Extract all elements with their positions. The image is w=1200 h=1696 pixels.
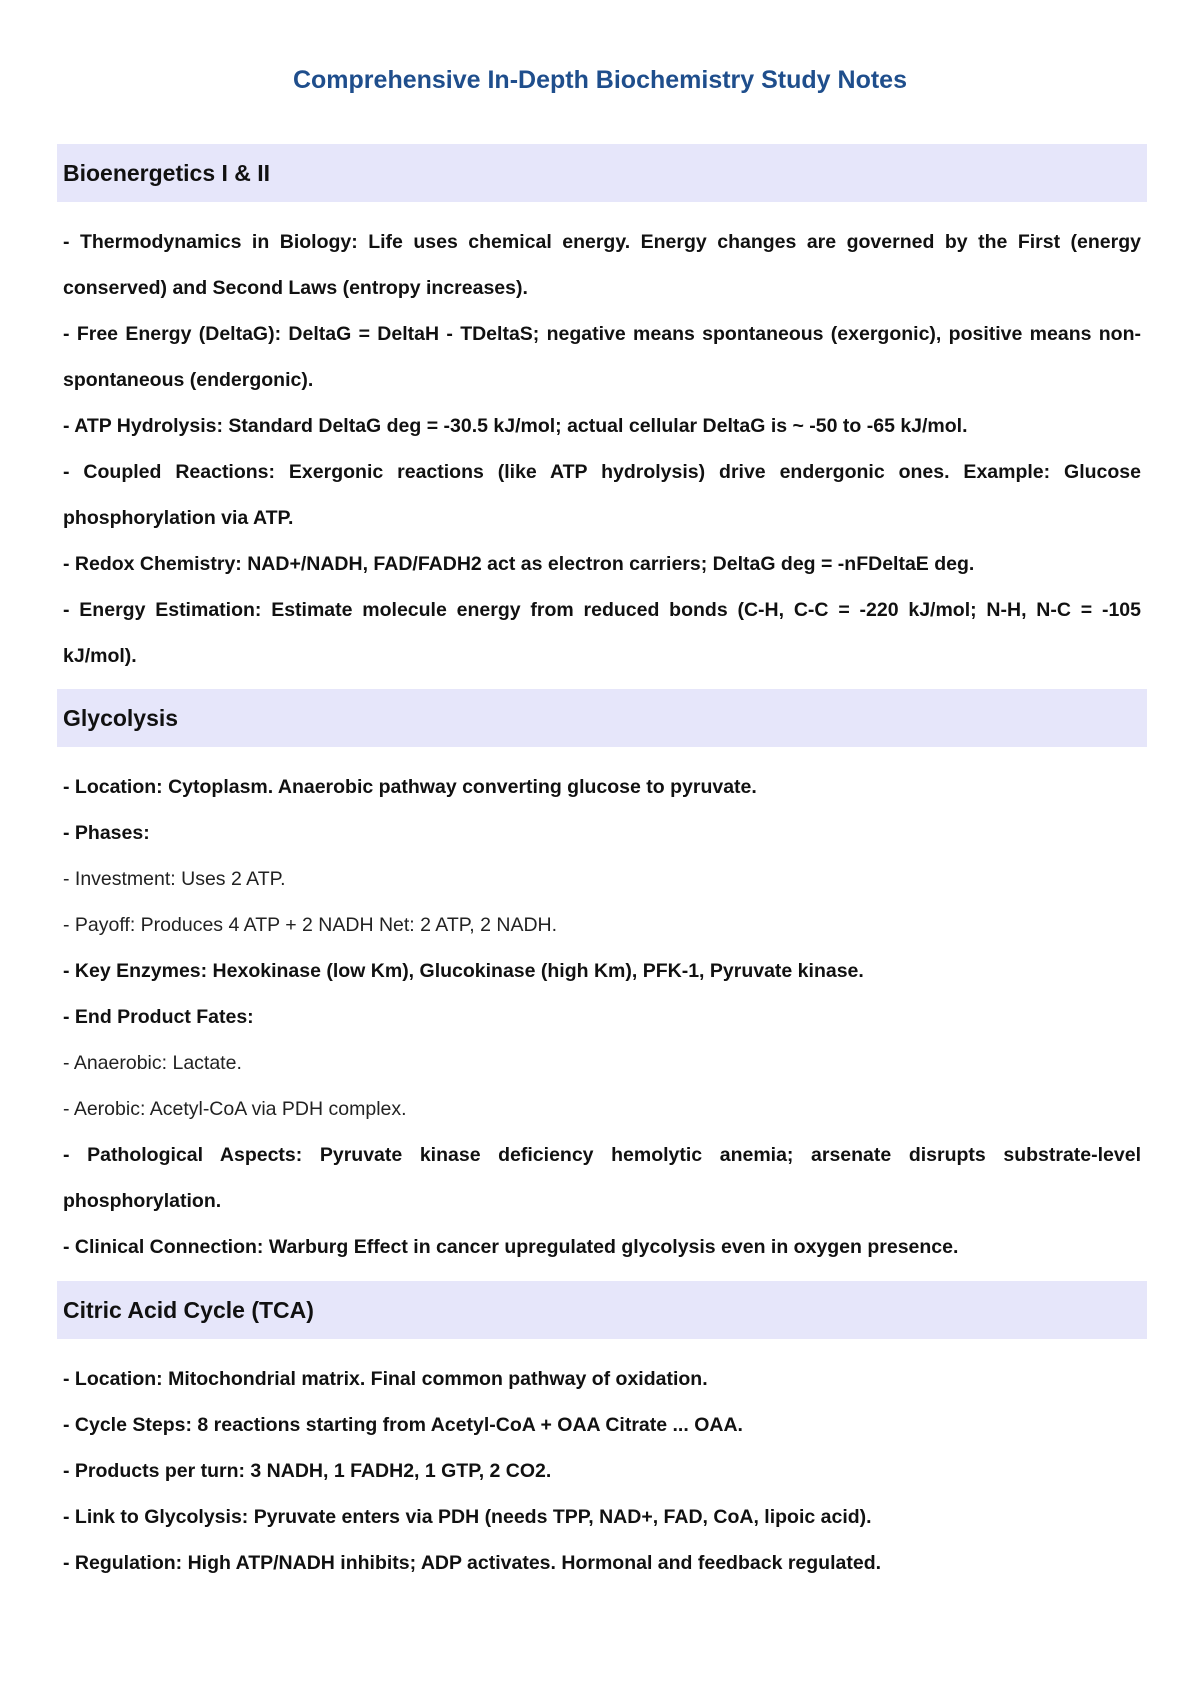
note-line: - Regulation: High ATP/NADH inhibits; ADP activates. Hormonal and feedback regulated.: [63, 1552, 882, 1574]
note-line: - End Product Fates:: [63, 1006, 254, 1028]
note-subline: - Anaerobic: Lactate.: [63, 1052, 242, 1074]
note-line: - Cycle Steps: 8 reactions starting from Acetyl-CoA + OAA Citrate ... OAA.: [63, 1414, 743, 1436]
note-line: - Products per turn: 3 NADH, 1 FADH2, 1 GTP, 2 CO2.: [63, 1460, 552, 1482]
note-line: - Link to Glycolysis: Pyruvate enters via PDH (needs TPP, NAD+, FAD, CoA, lipoic acid).: [63, 1506, 872, 1528]
note-line: - Free Energy (DeltaG): DeltaG = DeltaH - TDeltaS; negative means spontaneous (exergonic), positive means non-spontaneous (endergonic).: [63, 323, 1141, 391]
note-line: - Energy Estimation: Estimate molecule energy from reduced bonds (C-H, C-C = -220 kJ/mol; N-H, N-C = -105 kJ/mol).: [63, 599, 1141, 667]
note-line: - Coupled Reactions: Exergonic reactions (like ATP hydrolysis) drive endergonic ones. Example: Glucose phosphorylation via ATP.: [63, 461, 1141, 529]
document-title: Comprehensive In-Depth Biochemistry Study Notes: [292, 66, 907, 94]
section-citric-acid-cycle: [57, 1281, 1147, 1586]
note-line: - Location: Cytoplasm. Anaerobic pathway converting glucose to pyruvate.: [63, 776, 757, 798]
note-line: - Pathological Aspects: Pyruvate kinase deficiency hemolytic anemia; arsenate disrupts substrate-level phosphorylation.: [63, 1144, 1141, 1212]
note-subline: - Investment: Uses 2 ATP.: [63, 868, 286, 890]
section-heading: Citric Acid Cycle (TCA): [57, 1281, 1147, 1339]
section-heading: Bioenergetics I & II: [57, 144, 1147, 202]
note-line: - Thermodynamics in Biology: Life uses chemical energy. Energy changes are governed by the First (energy conserved) and Second Laws (entropy increases).: [63, 231, 1141, 299]
note-line: - ATP Hydrolysis: Standard DeltaG deg = -30.5 kJ/mol; actual cellular DeltaG is ~ -50 to -65 kJ/mol.: [63, 415, 968, 437]
section-body: [57, 1339, 1147, 1586]
note-line: - Key Enzymes: Hexokinase (low Km), Glucokinase (high Km), PFK-1, Pyruvate kinase.: [63, 960, 864, 982]
note-subline: - Payoff: Produces 4 ATP + 2 NADH Net: 2 ATP, 2 NADH.: [63, 914, 558, 936]
section-glycolysis: [57, 689, 1147, 1270]
note-line: - Location: Mitochondrial matrix. Final common pathway of oxidation.: [63, 1368, 708, 1390]
note-subline: - Aerobic: Acetyl-CoA via PDH complex.: [63, 1098, 407, 1120]
section-heading: Glycolysis: [57, 689, 1147, 747]
note-line: - Phases:: [63, 822, 150, 844]
note-line: - Redox Chemistry: NAD+/NADH, FAD/FADH2 act as electron carriers; DeltaG deg = -nFDeltaE deg.: [63, 553, 975, 575]
section-body: [57, 202, 1147, 679]
section-bioenergetics: [57, 144, 1147, 679]
note-line: - Clinical Connection: Warburg Effect in cancer upregulated glycolysis even in oxygen presence.: [63, 1236, 959, 1258]
section-body: [57, 747, 1147, 1270]
